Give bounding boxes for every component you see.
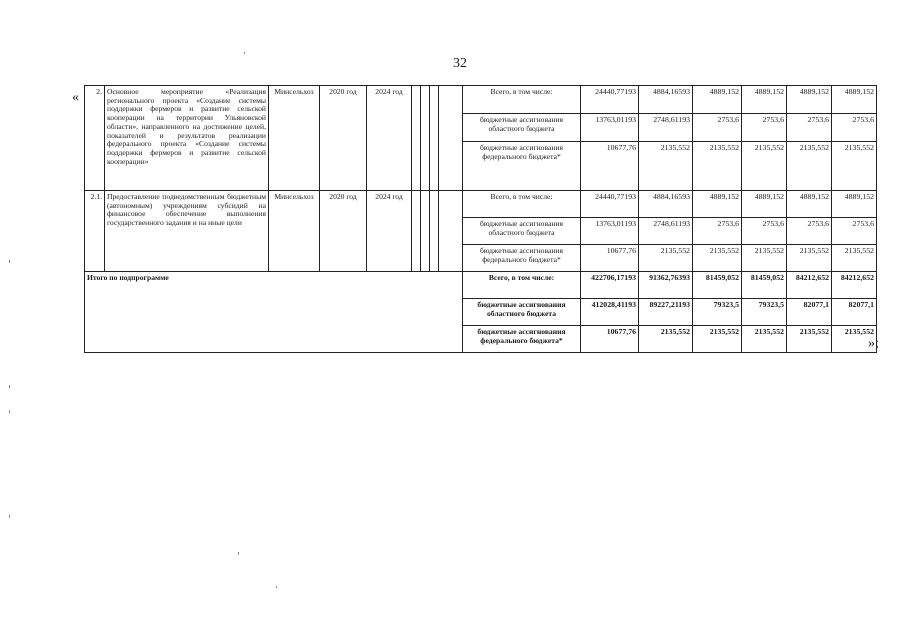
start-year: 2020 год [320,191,367,272]
activity-name: Предоставление подведомственным бюджетным (автономным) учреждениям субсидий на финансовое обеспечение выполнения государственного задания и на иные цели [105,191,269,272]
value-cell: 82077,1 [832,299,877,326]
value-cell: 2753,6 [832,114,877,142]
value-cell: 4889,152 [832,191,877,218]
value-cell: 2135,552 [693,326,742,353]
value-cell: 4889,152 [832,86,877,114]
value-cell: 422706,17193 [581,272,639,299]
funding-source: бюджетные ассигнования областного бюджета [463,299,581,326]
scan-speck [238,552,239,555]
value-cell: 2135,552 [787,245,832,272]
value-cell: 10677,76 [581,142,639,191]
total-label: Итого по подпрограмме [85,272,463,353]
value-cell: 4889,152 [693,191,742,218]
empty-cell [430,191,439,272]
empty-cell [430,86,439,191]
scan-speck [9,410,10,413]
value-cell: 79323,5 [742,299,787,326]
value-cell: 13763,01193 [581,114,639,142]
closing-quote: »; [868,336,879,351]
funding-source: бюджетные ассигнования федерального бюджета* [463,142,581,191]
value-cell: 4889,152 [693,86,742,114]
value-cell: 2135,552 [832,142,877,191]
value-cell: 2135,552 [787,326,832,353]
funding-source: бюджетные ассигнования федерального бюджета* [463,326,581,353]
scan-speck [244,52,245,54]
empty-cell [412,86,421,191]
value-cell: 2753,6 [693,218,742,245]
value-cell: 412028,41193 [581,299,639,326]
value-cell: 2748,61193 [639,114,693,142]
funding-source: бюджетные ассигнования областного бюджета [463,218,581,245]
empty-cell [421,86,430,191]
empty-cell [439,86,463,191]
value-cell: 81459,052 [693,272,742,299]
value-cell: 2135,552 [742,326,787,353]
value-cell: 2753,6 [787,218,832,245]
value-cell: 4884,16593 [639,86,693,114]
value-cell: 81459,052 [742,272,787,299]
total-row [85,272,877,299]
funding-source: бюджетные ассигнования федерального бюджета* [463,245,581,272]
value-cell: 2135,552 [693,245,742,272]
value-cell: 2753,6 [742,114,787,142]
empty-cell [412,191,421,272]
value-cell: 2135,552 [742,245,787,272]
executor: Минсельхоз [269,191,320,272]
page-number: 32 [453,56,467,71]
value-cell: 24440,77193 [581,191,639,218]
executor: Минсельхоз [269,86,320,191]
end-year: 2024 год [367,86,412,191]
scan-speck [276,586,277,588]
opening-quote: « [72,90,79,105]
value-cell: 4884,16593 [639,191,693,218]
value-cell: 4889,152 [742,191,787,218]
value-cell: 4889,152 [742,86,787,114]
value-cell: 2135,552 [832,326,877,353]
table-row [85,86,877,114]
value-cell: 2135,552 [787,142,832,191]
value-cell: 2135,552 [693,142,742,191]
row-number: 2.1. [85,191,105,272]
value-cell: 84212,652 [787,272,832,299]
value-cell: 2748,61193 [639,218,693,245]
value-cell: 84212,652 [832,272,877,299]
value-cell: 2753,6 [742,218,787,245]
budget-table [84,85,877,353]
value-cell: 2753,6 [832,218,877,245]
value-cell: 2753,6 [787,114,832,142]
value-cell: 13763,01193 [581,218,639,245]
value-cell: 2135,552 [639,142,693,191]
funding-source: Всего, в том числе: [463,191,581,218]
funding-source: бюджетные ассигнования областного бюджета [463,114,581,142]
funding-source: Всего, в том числе: [463,272,581,299]
value-cell: 4889,152 [787,191,832,218]
value-cell: 2753,6 [693,114,742,142]
value-cell: 2135,552 [742,142,787,191]
table-row [85,191,877,218]
start-year: 2020 год [320,86,367,191]
value-cell: 2135,552 [639,326,693,353]
value-cell: 89227,21193 [639,299,693,326]
funding-source: Всего, в том числе: [463,86,581,114]
value-cell: 91362,76393 [639,272,693,299]
value-cell: 79323,5 [693,299,742,326]
empty-cell [421,191,430,272]
value-cell: 10677,76 [581,326,639,353]
value-cell: 82077,1 [787,299,832,326]
empty-cell [439,191,463,272]
row-number: 2. [85,86,105,191]
value-cell: 2135,552 [832,245,877,272]
scan-speck [9,515,10,518]
activity-name: Основное мероприятие «Реализация регионального проекта «Создание системы поддержки фермеров и развитие сельской кооперации на территории Ульяновской области», направленного на достижение целей, показателей и результатов реализации федерального проекта «Создание системы поддержки фермеров и развитие сельской кооперации» [105,86,269,191]
value-cell: 2135,552 [639,245,693,272]
value-cell: 10677,76 [581,245,639,272]
scan-speck [9,260,10,263]
scan-speck [9,385,10,388]
end-year: 2024 год [367,191,412,272]
value-cell: 24440,77193 [581,86,639,114]
value-cell: 4889,152 [787,86,832,114]
